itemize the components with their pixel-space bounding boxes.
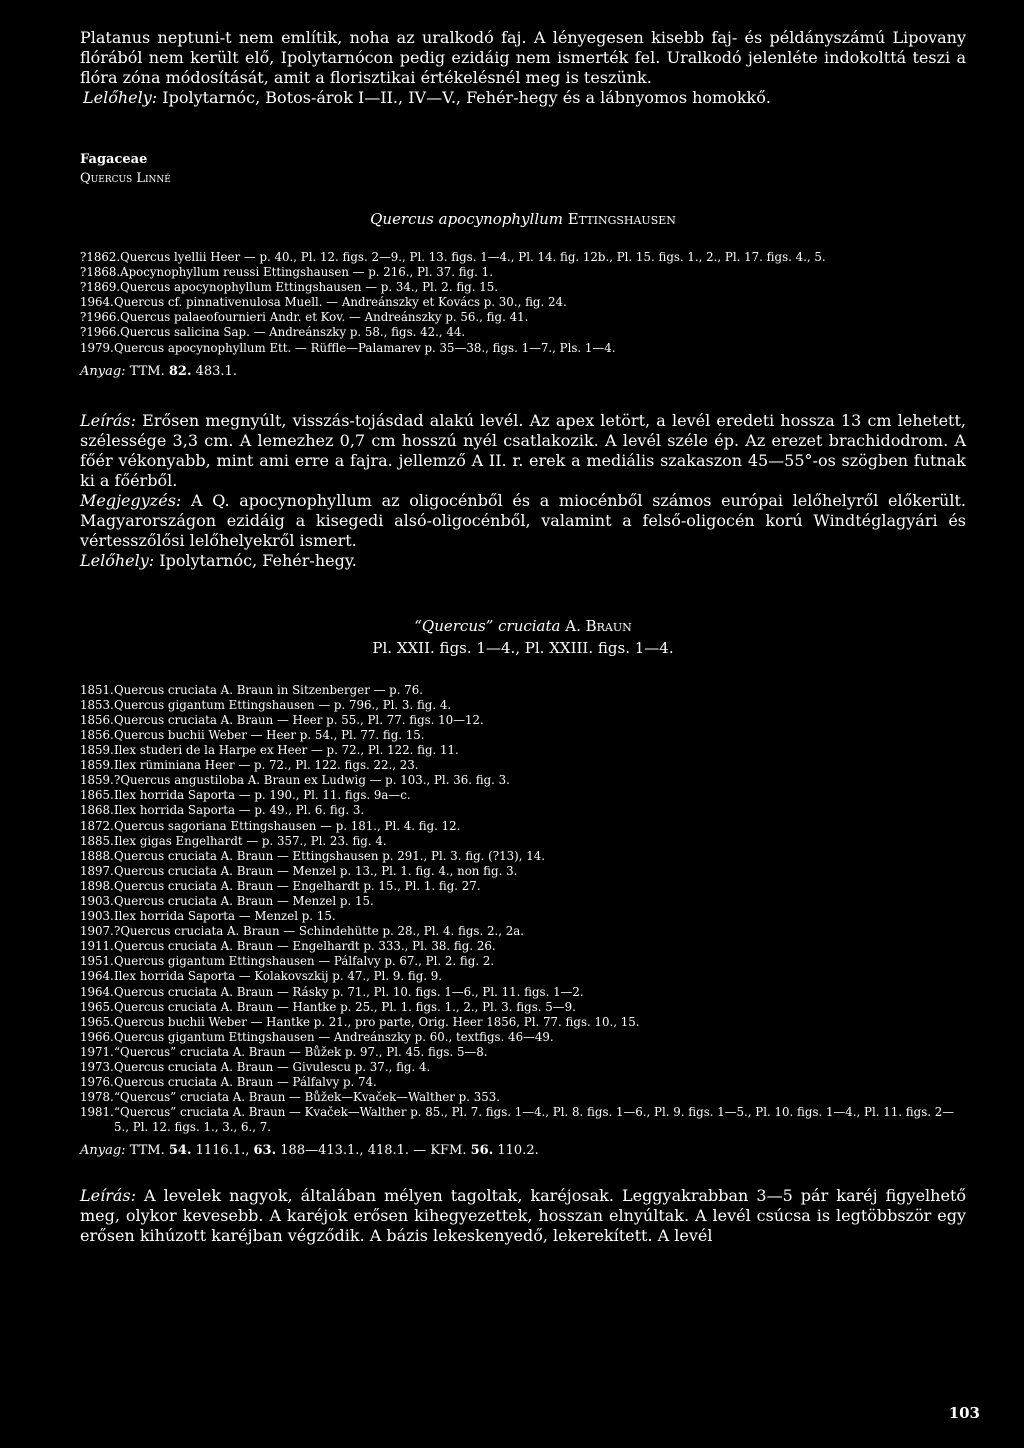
synonym-text: Quercus cruciata A. Braun — Engelhardt p. 333., Pl. 38. fig. 26.	[114, 939, 496, 954]
material-label: Anyag:	[80, 363, 126, 379]
material-volume: 63.	[253, 1143, 277, 1159]
synonym-text: Quercus cruciata A. Braun — Engelhardt p. 15., Pl. 1. fig. 27.	[114, 878, 481, 893]
synonym-text: Ilex gigas Engelhardt — p. 357., Pl. 23. fig. 4.	[114, 833, 387, 848]
synonym-entry	[80, 1015, 966, 1030]
species2-plates: Pl. XXII. figs. 1—4., Pl. XXIII. figs. 1—4.	[372, 638, 674, 657]
synonym-text: Quercus cruciata A. Braun — Ettingshausen p. 291., Pl. 3. fig. (?13), 14.	[114, 848, 545, 863]
synonym-text: “Quercus” cruciata A. Braun — Bůžek p. 97., Pl. 45. figs. 5—8.	[114, 1044, 488, 1059]
synonym-entry	[80, 969, 966, 984]
material-mid: 1116.1.,	[191, 1143, 254, 1159]
synonym-year: 1903.	[80, 909, 114, 924]
material-volume: 56.	[470, 1143, 494, 1159]
species2-title	[80, 617, 966, 635]
synonym-entry	[80, 1045, 966, 1060]
synonym-text: Quercus apocynophyllum Ettingshausen — p. 34., Pl. 2. fig. 15.	[120, 280, 498, 295]
synonym-entry	[80, 310, 966, 325]
synonym-text: Quercus salicina Sap. — Andreánszky p. 58., figs. 42., 44.	[120, 325, 466, 340]
synonym-text: ?Quercus angustiloba A. Braun ex Ludwig — p. 103., Pl. 36. fig. 3.	[114, 773, 510, 788]
species1-synonymy	[80, 250, 966, 356]
description-label: Leírás:	[80, 1186, 136, 1206]
species1-title	[80, 210, 966, 228]
genus-heading: Quercus Linné	[80, 171, 171, 186]
synonym-entry	[80, 1000, 966, 1015]
synonym-year: 1978.	[80, 1090, 114, 1105]
synonym-year: 1872.	[80, 818, 114, 833]
synonym-year: 1951.	[80, 954, 114, 969]
synonym-entry	[80, 341, 966, 356]
synonym-entry	[80, 265, 966, 280]
material-label: Anyag:	[80, 1143, 126, 1159]
synonym-text: Quercus apocynophyllum Ett. — Rüffle—Palamarev p. 35—38., figs. 1—7., Pls. 1—4.	[114, 340, 616, 355]
synonym-year: 1979.	[80, 340, 114, 355]
synonym-year: 1903.	[80, 893, 114, 908]
synonym-text: Quercus cruciata A. Braun — Hantke p. 25., Pl. 1. figs. 1., 2., Pl. 3. figs. 5—9.	[114, 999, 576, 1014]
synonym-year: 1888.	[80, 848, 114, 863]
material-prefix: TTM.	[125, 363, 169, 379]
species1-note	[80, 491, 966, 551]
description-text: A levelek nagyok, általában mélyen tagoltak, karéjosak. Leggyakrabban 3—5 pár karéj figyelhető meg, olykor kevesebb. A karéjok erősen kihegyezettek, hosszan elnyúltak. A levél csúcsa is legtöbbször egy erősen kihúzott karéjban végződik. A bázis lekeskenyedő, lekerekített. A levél	[80, 1186, 966, 1246]
synonym-entry	[80, 1060, 966, 1075]
synonym-year: 1856.	[80, 712, 114, 727]
material-mid: 188—413.1., 418.1. — KFM.	[276, 1143, 471, 1159]
synonym-text: Quercus cruciata A. Braun — Pálfalvy p. 74.	[114, 1075, 377, 1090]
synonym-year: 1885.	[80, 833, 114, 848]
synonym-year: 1859.	[80, 773, 114, 788]
synonym-year: 1971.	[80, 1044, 114, 1059]
synonym-entry	[80, 295, 966, 310]
intro-paragraph: Platanus neptuni-t nem említik, noha az uralkodó faj. A lényegesen kisebb faj- és példányszámú Lipovany flórából nem került elő, Ipolytarnócon pedig ezidáig nem ismerték fel. Uralkodó jelenléte indokolttá teszi a flóra zóna módosítását, amit a florisztikai értékelésnél meg is teszünk.	[80, 28, 966, 87]
species1-locality	[80, 551, 966, 571]
synonym-entry	[80, 803, 966, 818]
synonym-entry	[80, 1090, 966, 1105]
synonym-entry	[80, 758, 966, 773]
synonym-entry	[80, 1105, 966, 1135]
synonym-year: 1965.	[80, 1014, 114, 1029]
description-label: Leírás:	[80, 410, 136, 430]
locality-text: Ipolytarnóc, Fehér-hegy.	[154, 550, 357, 570]
synonym-year: 1911.	[80, 939, 114, 954]
family-heading: Fagaceae	[80, 152, 148, 167]
synonym-entry	[80, 698, 966, 713]
synonym-year: ?1862.	[80, 250, 121, 264]
synonym-text: “Quercus” cruciata A. Braun — Bůžek—Kvaček—Walther p. 353.	[114, 1090, 500, 1105]
species2-name: “Quercus” cruciata	[414, 616, 561, 635]
synonym-text: Quercus lyellii Heer — p. 40., Pl. 12. figs. 2—9., Pl. 13. figs. 1—4., Pl. 14. fig. 12b., Pl. 15. figs. 1., 2., Pl. 17. figs. 4., 5.	[120, 250, 826, 264]
material-volume: 82.	[168, 363, 192, 379]
synonym-text: Quercus gigantum Ettingshausen — Pálfalvy p. 67., Pl. 2. fig. 2.	[114, 954, 495, 969]
synonym-text: Ilex horrida Saporta — Menzel p. 15.	[114, 909, 336, 924]
synonym-entry	[80, 773, 966, 788]
species2-synonymy	[80, 683, 966, 1136]
synonym-entry	[80, 728, 966, 743]
synonym-entry	[80, 879, 966, 894]
synonym-text: Quercus gigantum Ettingshausen — Andreánszky p. 60., textfigs. 46—49.	[114, 1029, 554, 1044]
synonym-year: ?1869.	[80, 280, 121, 295]
synonym-year: 1898.	[80, 878, 114, 893]
synonym-text: “Quercus” cruciata A. Braun — Kvaček—Walther p. 85., Pl. 7. figs. 1—4., Pl. 8. figs. 1—6., Pl. 9. figs. 1—5., Pl. 10. figs. 1—4., Pl. 11. figs. 2—5., Pl. 12. figs. 1., 3., 6., 7.	[114, 1105, 955, 1135]
species1-author: Ettingshausen	[563, 210, 676, 228]
synonym-entry	[80, 683, 966, 698]
species1-description	[80, 411, 966, 491]
synonym-text: Ilex rüminiana Heer — p. 72., Pl. 122. figs. 22., 23.	[114, 758, 419, 773]
synonym-entry	[80, 924, 966, 939]
note-text: A Q. apocynophyllum az oligocénből és a miocénből számos európai lelőhelyről előkerült. Magyarországon ezidáig a kisegedi alsó-oligocénből, valamint a felső-oligocén korú Windtéglagyári és vértesszőlősi lelőhelyekről ismert.	[80, 490, 966, 550]
synonym-year: 1865.	[80, 788, 114, 803]
locality-label: Lelőhely:	[80, 550, 155, 570]
synonym-text: Quercus cruciata A. Braun — Heer p. 55., Pl. 77. figs. 10—12.	[114, 712, 484, 727]
synonym-entry	[80, 954, 966, 969]
synonym-year: ?1868.	[80, 265, 121, 280]
synonym-year: ?1966.	[80, 325, 121, 340]
synonym-text: Quercus palaeofournieri Andr. et Kov. — Andreánszky p. 56., fig. 41.	[120, 310, 529, 325]
synonym-entry	[80, 325, 966, 340]
synonym-entry	[80, 1030, 966, 1045]
synonym-text: Quercus cruciata A. Braun — Rásky p. 71., Pl. 10. figs. 1—6., Pl. 11. figs. 1—2.	[114, 984, 584, 999]
synonym-entry	[80, 985, 966, 1000]
synonym-year: 1868.	[80, 803, 114, 818]
material-rest: 483.1.	[191, 363, 237, 379]
synonym-entry	[80, 713, 966, 728]
species2-description	[80, 1186, 966, 1246]
synonym-entry	[80, 788, 966, 803]
locality-label: Lelőhely:	[83, 88, 158, 107]
synonym-text: Ilex horrida Saporta — p. 190., Pl. 11. figs. 9a—c.	[114, 788, 411, 803]
synonym-entry	[80, 834, 966, 849]
synonym-entry	[80, 280, 966, 295]
synonym-entry	[80, 250, 966, 265]
synonym-year: 1856.	[80, 727, 114, 742]
synonym-text: Quercus sagoriana Ettingshausen — p. 181., Pl. 4. fig. 12.	[114, 818, 461, 833]
synonym-text: Quercus cruciata A. Braun — Menzel p. 15.	[114, 893, 374, 908]
synonym-text: ?Quercus cruciata A. Braun — Schindehütte p. 28., Pl. 4. figs. 2., 2a.	[114, 924, 524, 939]
synonym-year: 1965.	[80, 999, 114, 1014]
material-volume: 54.	[168, 1143, 192, 1159]
description-text: Erősen megnyúlt, visszás-tojásdad alakú levél. Az apex letört, a levél eredeti hossza 13 cm lehetett, szélessége 3,3 cm. A lemezhez 0,7 cm hosszú nyél csatlakozik. A levél széle ép. Az erezet brachidodrom. A főér vékonyabb, mint ami erre a fajra. jellemző A II. r. erek a mediális szakaszon 45—55°-os szögben futnak ki a főérből.	[80, 410, 966, 490]
synonym-text: Apocynophyllum reussi Ettingshausen — p. 216., Pl. 37. fig. 1.	[120, 265, 493, 280]
species1-material	[80, 364, 966, 379]
synonym-text: Ilex horrida Saporta — p. 49., Pl. 6. fig. 3.	[114, 803, 365, 818]
synonym-year: 1851.	[80, 682, 114, 697]
synonym-text: Ilex horrida Saporta — Kolakovszkij p. 47., Pl. 9. fig. 9.	[114, 969, 443, 984]
locality-text: Ipolytarnóc, Botos-árok I—II., IV—V., Fehér-hegy és a lábnyomos homokkő.	[157, 88, 771, 107]
material-prefix: TTM.	[125, 1143, 169, 1159]
synonym-year: 1907.	[80, 924, 114, 939]
synonym-text: Quercus cruciata A. Braun — Menzel p. 13., Pl. 1. fig. 4., non fig. 3.	[114, 863, 518, 878]
synonym-year: 1964.	[80, 295, 114, 310]
synonym-year: 1859.	[80, 743, 114, 758]
species1-name: Quercus apocynophyllum	[370, 210, 563, 228]
synonym-text: Quercus buchii Weber — Hantke p. 21., pro parte, Orig. Heer 1856, Pl. 77. figs. 10., 15.	[114, 1014, 640, 1029]
synonym-year: 1897.	[80, 863, 114, 878]
species2-author: A. Braun	[560, 616, 632, 635]
species2-material	[80, 1143, 966, 1158]
material-end: 110.2.	[493, 1143, 539, 1159]
synonym-entry	[80, 864, 966, 879]
synonym-year: 1964.	[80, 984, 114, 999]
synonym-year: 1859.	[80, 758, 114, 773]
synonym-entry	[80, 819, 966, 834]
synonym-entry	[80, 1075, 966, 1090]
synonym-year: 1853.	[80, 697, 114, 712]
synonym-year: 1981.	[80, 1105, 114, 1120]
synonym-text: Quercus gigantum Ettingshausen — p. 796., Pl. 3. fig. 4.	[114, 697, 452, 712]
synonym-entry	[80, 743, 966, 758]
synonym-text: Quercus cruciata A. Braun — Givulescu p. 37., fig. 4.	[114, 1060, 431, 1074]
synonym-entry	[80, 939, 966, 954]
synonym-year: 1976.	[80, 1075, 114, 1090]
synonym-year: 1964.	[80, 969, 114, 984]
synonym-entry	[80, 909, 966, 924]
synonym-entry	[80, 894, 966, 909]
synonym-year: ?1966.	[80, 310, 121, 325]
intro-locality	[80, 88, 966, 108]
synonym-entry	[80, 849, 966, 864]
synonym-text: Quercus buchii Weber — Heer p. 54., Pl. 77. fig. 15.	[114, 727, 425, 742]
synonym-text: Quercus cruciata A. Braun in Sitzenberger — p. 76.	[114, 682, 423, 697]
synonym-year: 1973.	[80, 1060, 114, 1074]
synonym-year: 1966.	[80, 1029, 114, 1044]
page-number: 103	[948, 1404, 980, 1422]
synonym-text: Ilex studeri de la Harpe ex Heer — p. 72., Pl. 122. fig. 11.	[114, 743, 459, 758]
synonym-text: Quercus cf. pinnativenulosa Muell. — Andreánszky et Kovács p. 30., fig. 24.	[114, 295, 567, 310]
note-label: Megjegyzés:	[80, 490, 182, 510]
